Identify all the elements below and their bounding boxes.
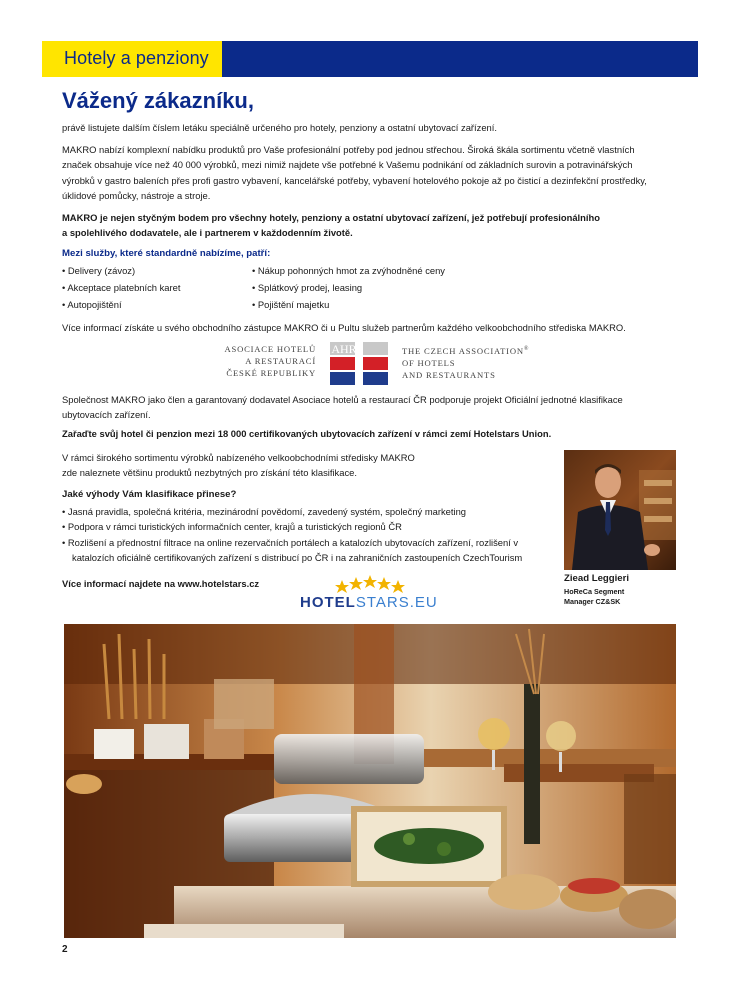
- offer-line: značek obsahuje více než 40 000 výrobků, mezi nimiž najdete vše potřebné k Vašemu podnikání od základních surovin a potravinářských: [62, 159, 633, 171]
- service-item: • Splátkový prodej, leasing: [252, 279, 445, 296]
- offer-paragraph: [62, 142, 682, 203]
- hotelstars-logo-a: HOTEL: [300, 594, 356, 611]
- service-item: • Akceptace platebních karet: [62, 279, 180, 296]
- services-list-right: [252, 262, 445, 313]
- association-logo: [206, 340, 556, 388]
- membership-text: Společnost MAKRO jako člen a garantovaný dodavatel Asociace hotelů a restaurací ČR podporuje projekt Oficiální jednotné klasifikace ubytovacích zařízení.: [62, 394, 623, 421]
- benefit-item: • Podpora v rámci turistických informačních center, krajů a turistických regionů ČR: [62, 519, 557, 534]
- greeting-heading: Vážený zákazníku,: [62, 88, 254, 113]
- services-list-left: [62, 262, 180, 313]
- association-name-cz: ASOCIACE HOTELŮ A RESTAURACÍ ČESKÉ REPUBLIKY: [224, 344, 316, 378]
- bold-line: MAKRO je nejen styčným bodem pro všechny hotely, penziony a ostatní ubytovací zařízení, jež potřebují profesionálního: [62, 212, 600, 223]
- benefit-item: • Jasná pravidla, společná kritéria, mezinárodní povědomí, zavedený systém, společný marketing: [62, 504, 557, 519]
- service-item: • Delivery (závoz): [62, 262, 180, 279]
- intro-text: právě listujete dalším číslem letáku speciálně určeného pro hotely, penziony a ostatní ubytovací zařízení.: [62, 122, 497, 133]
- benefits-heading: Jaké výhody Vám klasifikace přinese?: [62, 489, 237, 500]
- section-title: Hotely a penziony: [64, 48, 209, 68]
- benefits-list: [62, 504, 557, 565]
- services-heading: Mezi služby, které standardně nabízíme, patří:: [62, 248, 271, 259]
- hotelstars-logo: [300, 570, 450, 612]
- service-item: • Autopojištění: [62, 296, 180, 313]
- bold-line: a spolehlivého dodavatele, ale i partnerem v každodenním životě.: [62, 227, 353, 239]
- certify-text: Zařaďte svůj hotel či penzion mezi 18 000 certifikovaných ubytovacích zařízení v rámci zemí Hotelstars Union.: [62, 428, 552, 439]
- service-item: • Nákup pohonných hmot za zvýhodněné ceny: [252, 262, 445, 279]
- bold-statement: [62, 210, 682, 241]
- more-info-text: Více informací získáte u svého obchodního zástupce MAKRO či u Pultu služeb partnerům každého velkoobchodního střediska MAKRO.: [62, 322, 626, 333]
- hotelstars-logo-b: STARS.EU: [355, 594, 438, 611]
- svg-text:AHR: AHR: [331, 342, 357, 356]
- benefit-item: • Rozlišení a přednostní filtrace na online rezervačních portálech a katalozích ubytovacích zařízení, rozlišení v katalozích oficiálně certifikovaných zařízení s distribucí po ČR i na zahraničních zastoupeních CzechTourism: [62, 535, 557, 566]
- person-name: Ziead Leggieri: [564, 573, 630, 584]
- service-item: • Pojištění majetku: [252, 296, 445, 313]
- assortment-text: V rámci širokého sortimentu výrobků nabízeného velkoobchodními středisky MAKRO zde naleznete většinu produktů nezbytných pro získání této klasifikace.: [62, 452, 415, 479]
- offer-line: MAKRO nabízí komplexní nabídku produktů pro Vaše profesionální potřeby pod jednou střechou. Široká škála sortimentu včetně vlastních: [62, 144, 635, 155]
- ahr-mark-icon: [324, 340, 394, 387]
- offer-line: výrobků v gastro baleních přes profi gastro vybavení, kancelářské potřeby, vybavení hotelového pokoje až po čisticí a dezinfekční prostředky,: [62, 174, 647, 186]
- page-number: 2: [62, 944, 68, 955]
- hotelstars-link-text: Více informací najdete na www.hotelstars.cz: [62, 578, 260, 589]
- person-role: HoReCa Segment Manager CZ&SK: [564, 587, 625, 606]
- offer-line: úklidové pomůcky, nástroje a stroje.: [62, 189, 211, 201]
- person-photo: [564, 450, 676, 570]
- association-name-en: THE CZECH ASSOCIATION® OF HOTELS AND RESTAURANTS: [402, 345, 530, 380]
- buffet-photo: [64, 624, 676, 938]
- header-blue-band: [222, 41, 698, 77]
